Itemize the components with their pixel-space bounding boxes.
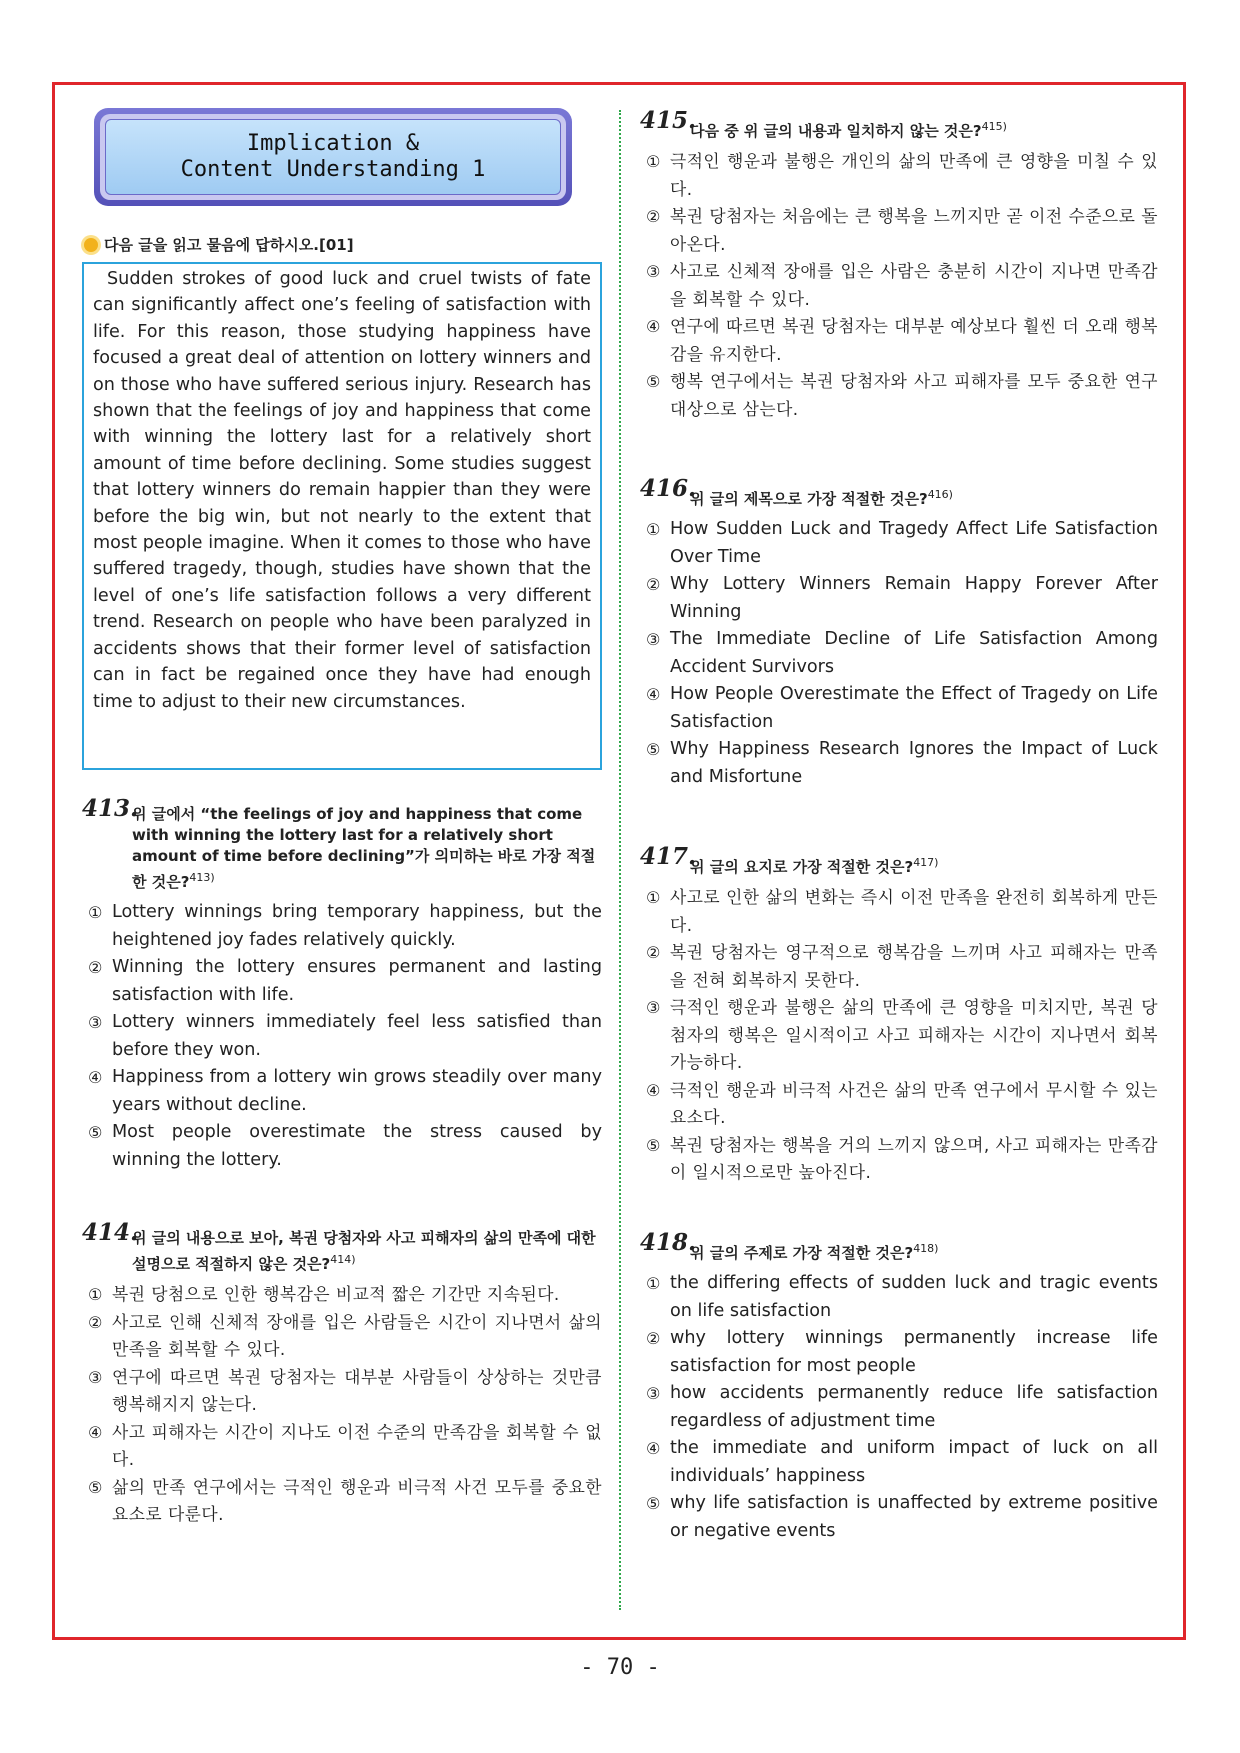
question-417 xyxy=(640,843,1158,1187)
option-5[interactable]: ⑤ 삶의 만족 연구에서는 극적인 행운과 비극적 사건 모두를 중요한 요소로 다룬다. xyxy=(88,1476,602,1524)
option-5[interactable]: ⑤ 복권 당첨자는 행복을 거의 느끼지 않으며, 사고 피해자는 만족감이 일시적으로만 높아진다. xyxy=(646,1134,1158,1182)
option-5[interactable]: ⑤ Why Happiness Research Ignores the Impact of Luck and Misfortune xyxy=(646,739,1158,787)
question-number: 417. xyxy=(640,843,697,870)
option-2[interactable]: ② 사고로 인해 신체적 장애를 입은 사람들은 시간이 지나면서 삶의 만족을 회복할 수 있다. xyxy=(88,1311,602,1359)
option-3[interactable]: ③ The Immediate Decline of Life Satisfaction Among Accident Survivors xyxy=(646,629,1158,677)
title-line-2: Content Understanding 1 xyxy=(180,157,486,182)
option-5[interactable]: ⑤ Most people overestimate the stress caused by winning the lottery. xyxy=(88,1122,602,1170)
question-number: 418. xyxy=(640,1229,697,1256)
option-4[interactable]: ④ the immediate and uniform impact of luck on all individuals’ happiness xyxy=(646,1438,1158,1486)
option-2[interactable]: ② why lottery winnings permanently increase life satisfaction for most people xyxy=(646,1328,1158,1376)
question-number: 414. xyxy=(82,1219,139,1246)
option-4[interactable]: ④ How People Overestimate the Effect of Tragedy on Life Satisfaction xyxy=(646,684,1158,732)
sun-bullet-icon xyxy=(84,238,98,252)
section-title-box xyxy=(94,108,572,206)
option-3[interactable]: ③ Lottery winners immediately feel less satisfied than before they won. xyxy=(88,1012,602,1060)
option-5[interactable]: ⑤ why life satisfaction is unaffected by extreme positive or negative events xyxy=(646,1493,1158,1541)
option-3[interactable]: ③ how accidents permanently reduce life satisfaction regardless of adjustment time xyxy=(646,1383,1158,1431)
question-number: 415. xyxy=(640,107,697,134)
instruction-text: 다음 글을 읽고 물음에 답하시오.[01] xyxy=(104,236,354,254)
option-3[interactable]: ③ 사고로 신체적 장애를 입은 사람은 충분히 시간이 지나면 만족감을 회복할 수 있다. xyxy=(646,261,1158,309)
option-2[interactable]: ② Winning the lottery ensures permanent and lasting satisfaction with life. xyxy=(88,957,602,1005)
option-4[interactable]: ④ 극적인 행운과 비극적 사건은 삶의 만족 연구에서 무시할 수 있는 요소다. xyxy=(646,1079,1158,1127)
option-2[interactable]: ② 복권 당첨자는 처음에는 큰 행복을 느끼지만 곧 이전 수준으로 돌아온다. xyxy=(646,206,1158,254)
question-418 xyxy=(640,1229,1158,1545)
question-413 xyxy=(82,795,602,1174)
option-1[interactable]: ① Lottery winnings bring temporary happiness, but the heightened joy fades relatively quickly. xyxy=(88,902,602,950)
option-3[interactable]: ③ 연구에 따르면 복권 당첨자는 대부분 사람들이 상상하는 것만큼 행복해지지 않는다. xyxy=(88,1366,602,1414)
question-number: 416. xyxy=(640,475,697,502)
option-1[interactable]: ① 복권 당첨으로 인한 행복감은 비교적 짧은 기간만 지속된다. xyxy=(88,1284,560,1304)
question-416 xyxy=(640,475,1158,791)
question-415 xyxy=(640,107,1158,423)
instruction xyxy=(84,234,354,255)
question-stem: 414. 위 글의 내용으로 보아, 복권 당첨자와 사고 피해자의 삶의 만족에 대한 설명으로 적절하지 않은 것은?$^{414)}$ xyxy=(82,1219,596,1273)
question-stem: 413. 위 글에서 “the feelings of joy and happiness that come with winning the lottery last for a relatively short amount of time before declining”가 의미하는 바로 가장 적절한 것은?$^{413)}$ xyxy=(82,795,596,891)
option-5[interactable]: ⑤ 행복 연구에서는 복권 당첨자와 사고 피해자를 모두 중요한 연구 대상으로 삼는다. xyxy=(646,371,1158,419)
column-divider xyxy=(619,110,621,1610)
option-4[interactable]: ④ Happiness from a lottery win grows steadily over many years without decline. xyxy=(88,1067,602,1115)
question-414 xyxy=(82,1219,602,1529)
option-1[interactable]: ① How Sudden Luck and Tragedy Affect Life Satisfaction Over Time xyxy=(646,519,1158,567)
question-stem: 418. 위 글의 주제로 가장 적절한 것은?$^{418)}$ xyxy=(640,1229,939,1262)
section-title xyxy=(105,119,561,195)
page-number: - 70 - xyxy=(580,1655,660,1680)
option-1[interactable]: ① 사고로 인한 삶의 변화는 즉시 이전 만족을 완전히 회복하게 만든다. xyxy=(646,887,1158,935)
option-4[interactable]: ④ 연구에 따르면 복권 당첨자는 대부분 예상보다 훨씬 더 오래 행복감을 유지한다. xyxy=(646,316,1158,364)
question-stem: 416. 위 글의 제목으로 가장 적절한 것은?$^{416)}$ xyxy=(640,475,953,508)
question-number: 413. xyxy=(82,795,139,822)
option-2[interactable]: ② Why Lottery Winners Remain Happy Forever After Winning xyxy=(646,574,1158,622)
title-line-1: Implication & xyxy=(246,131,420,156)
option-3[interactable]: ③ 극적인 행운과 불행은 삶의 만족에 큰 영향을 미치지만, 복권 당첨자의 행복은 일시적이고 사고 피해자는 시간이 지나면서 회복 가능하다. xyxy=(646,997,1158,1072)
question-stem: 415. 다음 중 위 글의 내용과 일치하지 않는 것은?$^{415)}$ xyxy=(640,107,1007,140)
option-4[interactable]: ④ 사고 피해자는 시간이 지나도 이전 수준의 만족감을 회복할 수 없다. xyxy=(88,1421,602,1469)
reading-passage xyxy=(82,262,602,770)
option-2[interactable]: ② 복권 당첨자는 영구적으로 행복감을 느끼며 사고 피해자는 만족을 전혀 회복하지 못한다. xyxy=(646,942,1158,990)
question-stem: 417. 위 글의 요지로 가장 적절한 것은?$^{417)}$ xyxy=(640,843,939,876)
passage-text: Sudden strokes of good luck and cruel twists of fate can significantly affect one’s feeling of satisfaction with life. For this reason, those studying happiness have focused a great deal of attention on lottery winners and on those who have suffered serious injury. Research has shown that the feelings of joy and happiness that come with winning the lottery last for a relatively short amount of time before declining. Some studies suggest that lottery winners do remain happier than they were before the big win, but not nearly to the extent that most people imagine. When it comes to those who have suffered tragedy, though, studies have shown that the level of one’s life satisfaction follows a very different trend. Research on people who have been paralyzed in accidents shows that their former level of satisfaction can in fact be regained once they have had enough time to adjust to their new circumstances. xyxy=(93,269,591,712)
option-1[interactable]: ① the differing effects of sudden luck and tragic events on life satisfaction xyxy=(646,1273,1158,1321)
option-1[interactable]: ① 극적인 행운과 불행은 개인의 삶의 만족에 큰 영향을 미칠 수 있다. xyxy=(646,151,1158,199)
